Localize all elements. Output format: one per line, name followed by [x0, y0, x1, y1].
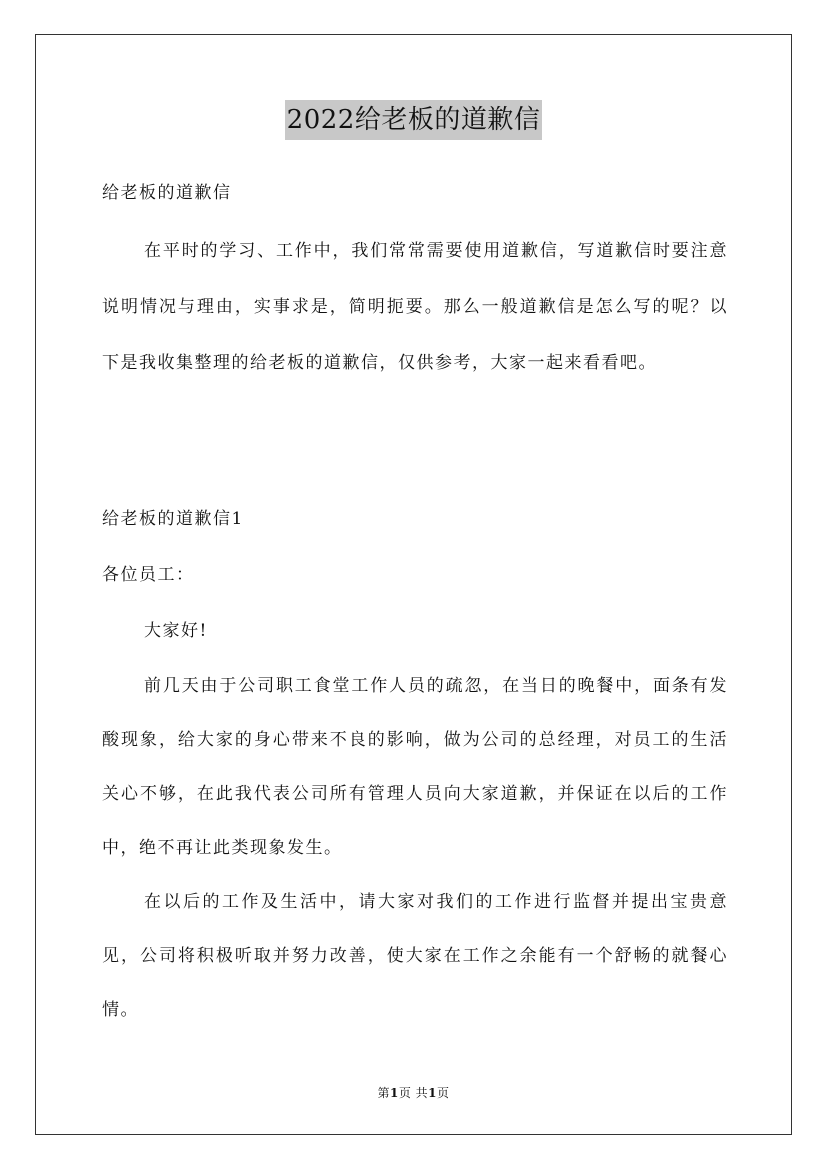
letter-body [102, 491, 728, 1037]
footer-page-mid: 页 共 [398, 1086, 429, 1100]
title-container [0, 100, 827, 140]
footer-page-prefix: 第 [377, 1086, 390, 1100]
footer-page-current: 1 [389, 1086, 399, 1100]
footer-page-total: 1 [428, 1086, 438, 1100]
intro-paragraph: 在平时的学习、工作中，我们常常需要使用道歉信，写道歉信时要注意说明情况与理由，实事求是，简明扼要。那么一般道歉信是怎么写的呢？以下是我收集整理的给老板的道歉信，仅供参考，大家一起来看看吧。 [102, 241, 728, 373]
footer-page-suffix: 页 [437, 1086, 450, 1100]
salutation: 各位员工： [102, 565, 195, 585]
letter-paragraph-1: 前几天由于公司职工食堂工作人员的疏忽，在当日的晚餐中，面条有发酸现象，给大家的身心带来不良的影响，做为公司的总经理，对员工的生活关心不够，在此我代表公司所有管理人员向大家道歉，并保证在以后的工作中，绝不再让此类现象发生。 [102, 676, 728, 858]
greeting: 大家好! [144, 621, 208, 641]
section-heading: 给老板的道歉信1 [102, 509, 244, 529]
letter-paragraph-2: 在以后的工作及生活中，请大家对我们的工作进行监督并提出宝贵意见，公司将积极听取并努力改善，使大家在工作之余能有一个舒畅的就餐心情。 [102, 892, 728, 1020]
document-body [102, 165, 728, 391]
subtitle: 给老板的道歉信 [102, 183, 232, 203]
document-title: 2022给老板的道歉信 [285, 100, 543, 140]
page-footer [0, 1084, 827, 1101]
